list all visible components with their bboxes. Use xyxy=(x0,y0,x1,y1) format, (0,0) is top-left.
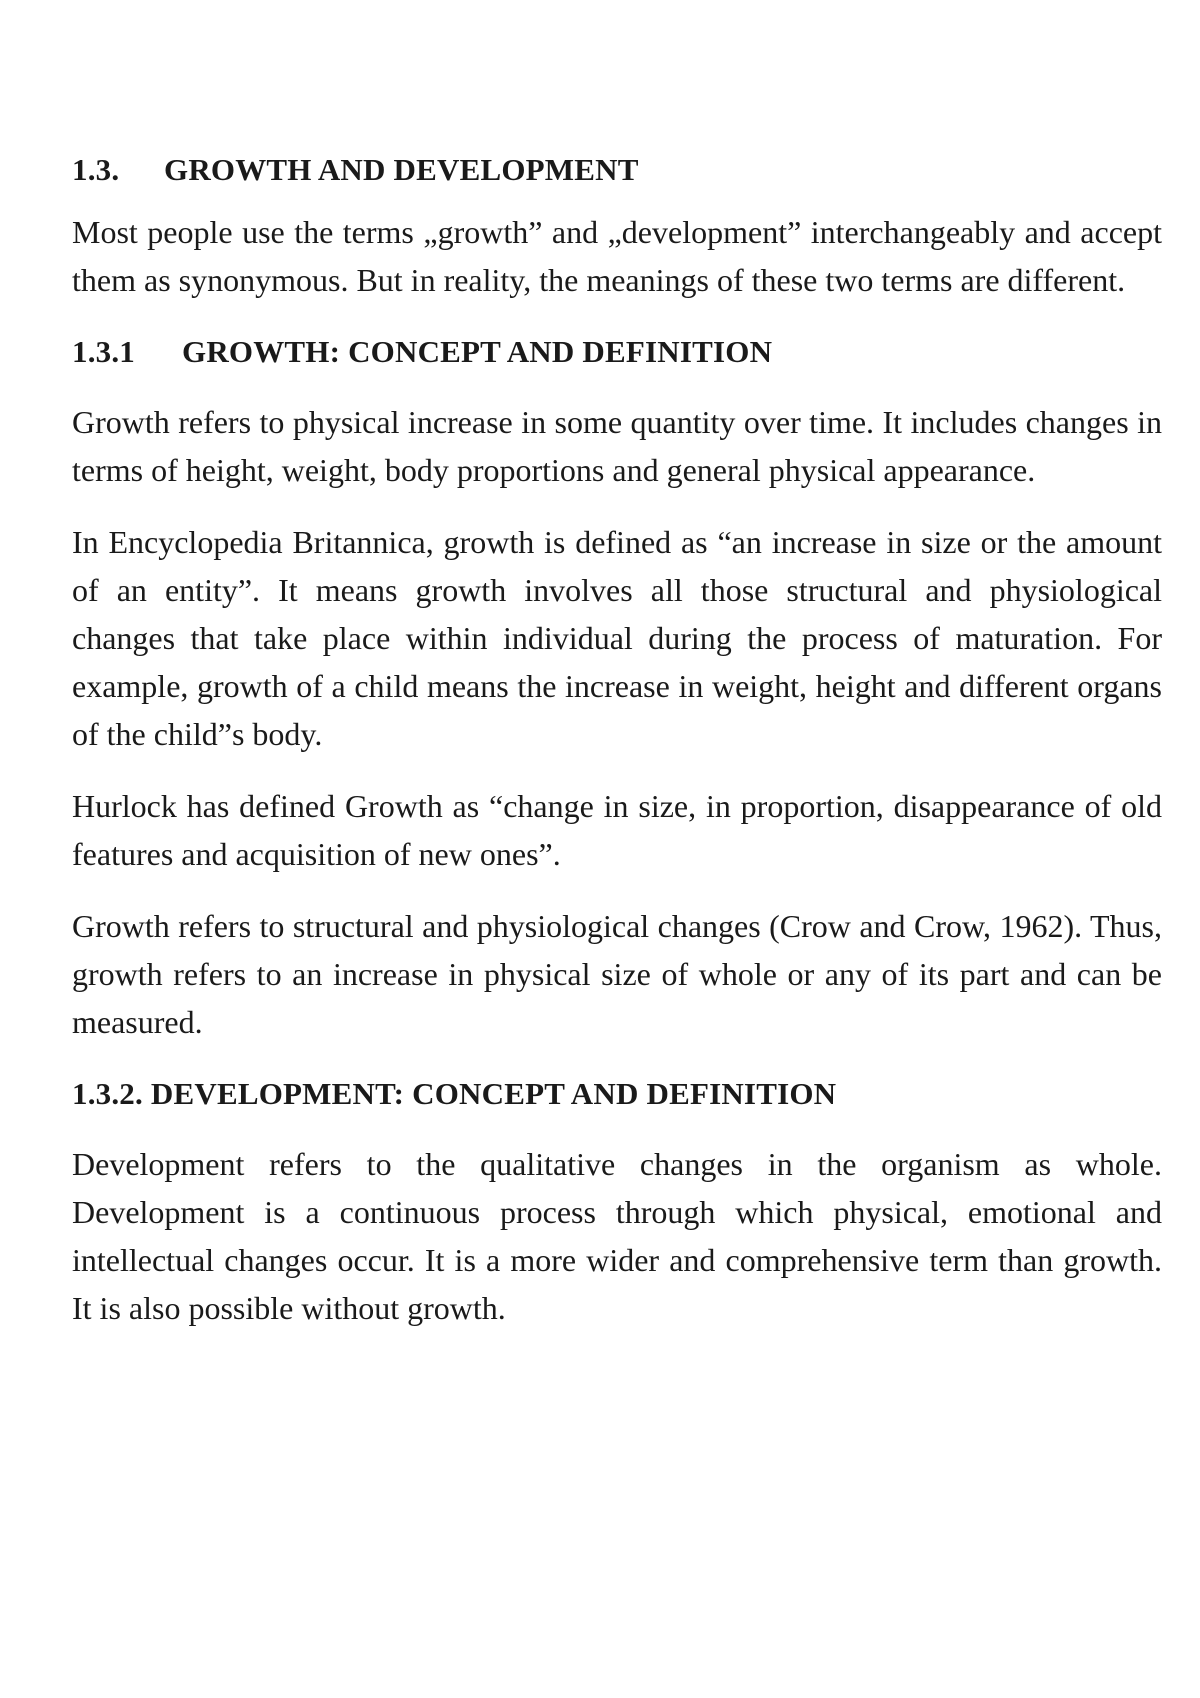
document-page xyxy=(72,140,1162,1332)
growth-paragraph: In Encyclopedia Britannica, growth is defined as “an increase in size or the amount of an entity”. It means growth involves all those structural and physiological changes that take place within individual during the process of maturation. For example, growth of a child means the increase in weight, height and different organs of the child”s body. xyxy=(72,524,1162,752)
growth-paragraph: Growth refers to physical increase in some quantity over time. It includes changes in terms of height, weight, body proportions and general physical appearance. xyxy=(72,404,1162,488)
section-heading-1-3-1 xyxy=(72,332,1162,372)
growth-paragraph: Hurlock has defined Growth as “change in size, in proportion, disappearance of old features and acquisition of new ones”. xyxy=(72,788,1162,872)
section-number: 1.3. xyxy=(72,152,120,187)
development-paragraph: Development refers to the qualitative changes in the organism as whole. Development is a continuous process through which physical, emotional and intellectual changes occur. It is a more wider and comprehensive term than growth. It is also possible without growth. xyxy=(72,1146,1162,1326)
section-title: GROWTH: CONCEPT AND DEFINITION xyxy=(182,334,773,369)
growth-paragraph: Growth refers to structural and physiological changes (Crow and Crow, 1962). Thus, growth refers to an increase in physical size of whole or any of its part and can be measured. xyxy=(72,908,1162,1040)
intro-paragraph: Most people use the terms „growth” and „development” interchangeably and accept them as synonymous. But in reality, the meanings of these two terms are different. xyxy=(72,214,1162,298)
section-number: 1.3.1 xyxy=(72,334,135,369)
section-title: GROWTH AND DEVELOPMENT xyxy=(164,152,639,187)
section-heading-1-3-2: 1.3.2. DEVELOPMENT: CONCEPT AND DEFINITION xyxy=(72,1076,837,1111)
section-heading-1-3 xyxy=(72,150,1162,190)
